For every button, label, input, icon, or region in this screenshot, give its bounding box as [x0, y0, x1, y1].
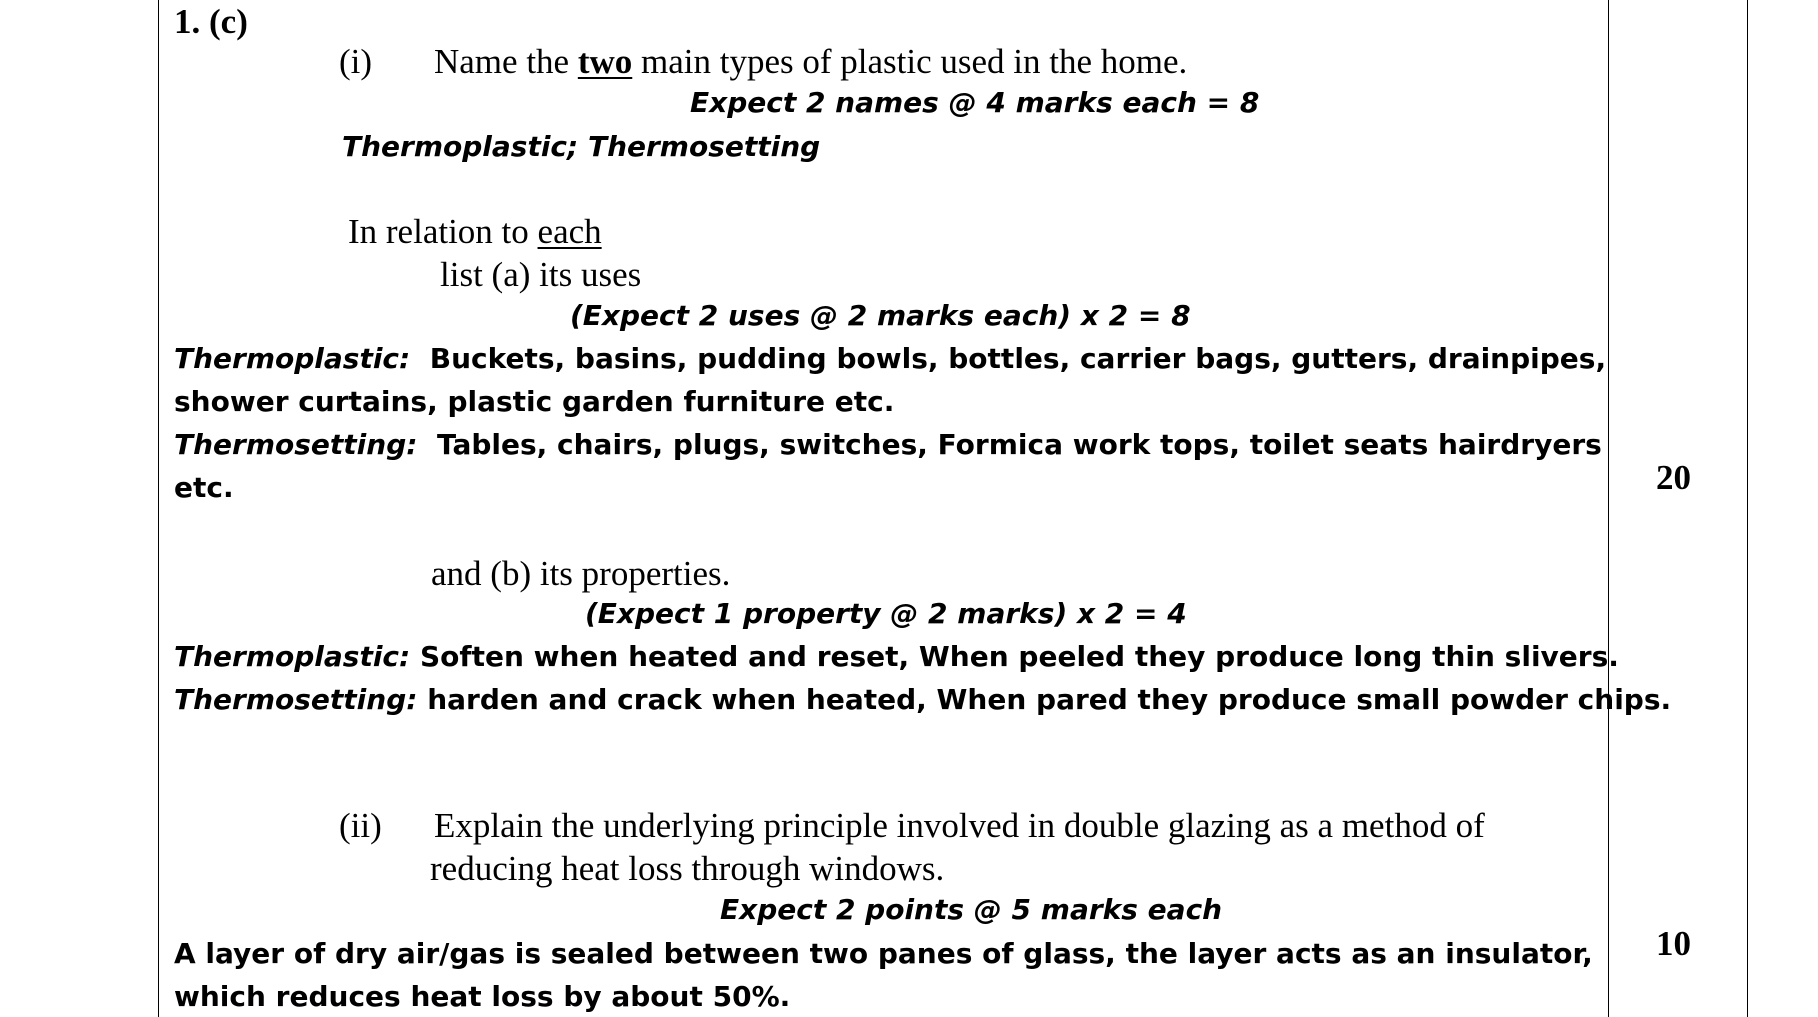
- part-ii-answer-line2: which reduces heat loss by about 50%.: [174, 980, 791, 1013]
- part-i-prompt: Name the two main types of plastic used in the home.: [434, 42, 1188, 81]
- uses-thermoplastic-line2: shower curtains, plastic garden furniture etc.: [174, 385, 895, 418]
- properties-thermosetting: Thermosetting: harden and crack when heated, When pared they produce small powder chips.: [174, 683, 1672, 716]
- properties-prompt: and (b) its properties.: [431, 554, 731, 593]
- prompt-emphasis-two: two: [577, 42, 633, 81]
- part-ii-marks: 10: [1656, 924, 1691, 963]
- uses-thermosetting-line1: Thermosetting: Tables, chairs, plugs, switches, Formica work tops, toilet seats hairdryers: [174, 428, 1602, 461]
- list-uses-prompt: list (a) its uses: [440, 255, 642, 294]
- part-ii-prompt-line2: reducing heat loss through windows.: [430, 849, 945, 888]
- part-i-answer: Thermoplastic; Thermosetting: [342, 130, 821, 163]
- part-ii-expect: Expect 2 points @ 5 marks each: [720, 893, 1223, 926]
- uses-thermosetting-line2: etc.: [174, 471, 234, 504]
- part-ii-prompt-line1: Explain the underlying principle involved in double glazing as a method of: [434, 806, 1485, 845]
- relation-emphasis-each: each: [537, 212, 602, 251]
- properties-thermoplastic: Thermoplastic: Soften when heated and reset, When peeled they produce long thin slivers.: [174, 640, 1619, 673]
- part-i-marks: 20: [1656, 458, 1691, 497]
- question-number: 1. (c): [174, 2, 248, 41]
- part-i-numeral: (i): [339, 42, 373, 81]
- relation-prompt: In relation to each: [348, 212, 602, 251]
- uses-thermoplastic-line1: Thermoplastic: Buckets, basins, pudding bowls, bottles, carrier bags, gutters, drainpipes,: [174, 342, 1607, 375]
- uses-expect: (Expect 2 uses @ 2 marks each) x 2 = 8: [570, 299, 1191, 332]
- part-ii-answer-line1: A layer of dry air/gas is sealed between two panes of glass, the layer acts as an insulator,: [174, 937, 1593, 970]
- part-i-expect: Expect 2 names @ 4 marks each = 8: [690, 86, 1260, 119]
- properties-expect: (Expect 1 property @ 2 marks) x 2 = 4: [585, 597, 1187, 630]
- marks-column-divider: [1608, 0, 1609, 1017]
- part-ii-numeral: (ii): [339, 806, 382, 845]
